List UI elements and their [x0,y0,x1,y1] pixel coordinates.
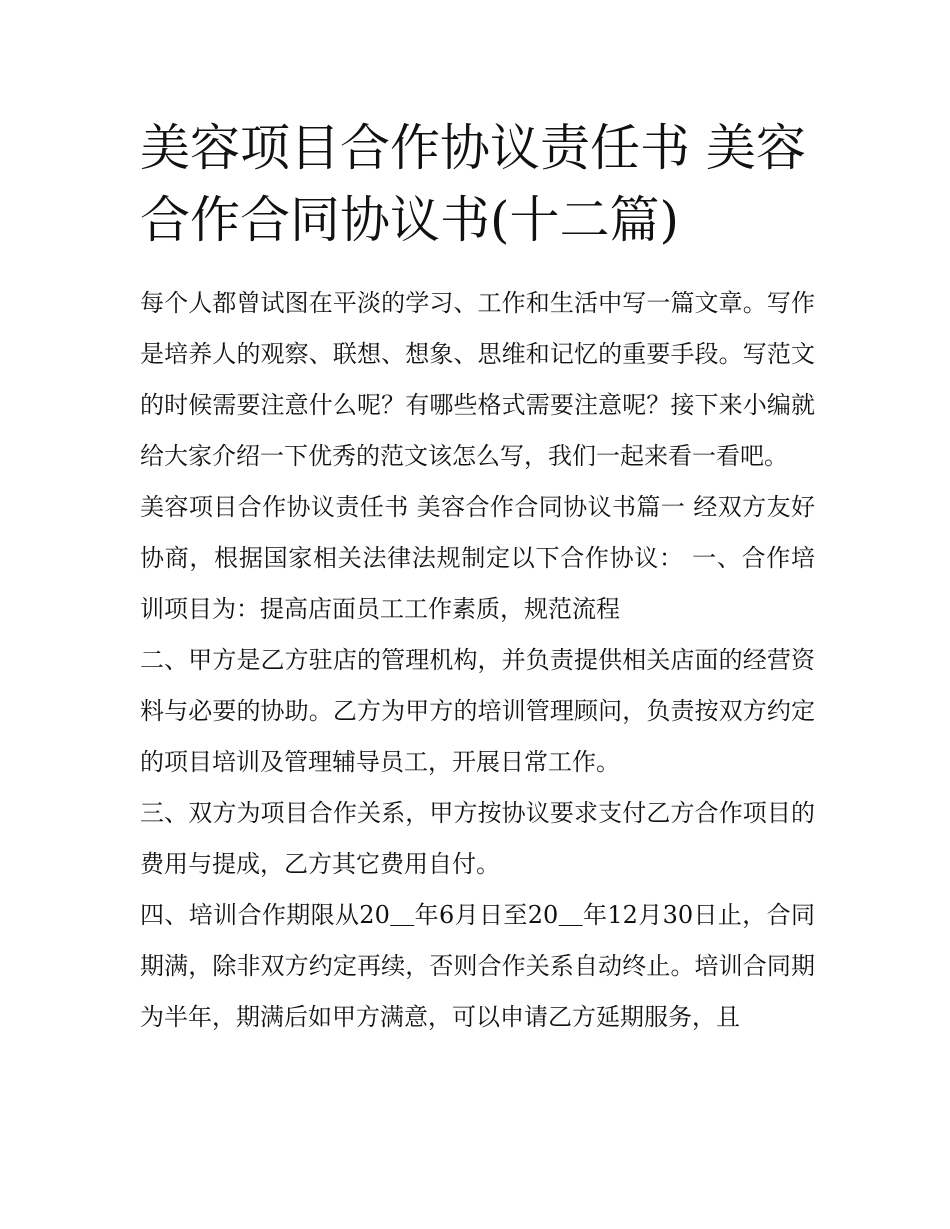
paragraph-article-4: 四、培训合作期限从20＿年6月日至20＿年12月30日止，合同期满，除非双方约定再续，否则合作关系自动终止。培训合同期为半年，期满后如甲方满意，可以申请乙方延期服务，且 [140,901,815,1031]
paragraph-article-1: 美容项目合作协议责任书 美容合作合同协议书篇一 经双方友好协商，根据国家相关法律法规制定以下合作协议： 一、合作培训项目为：提高店面员工工作素质，规范流程 [140,493,815,623]
document-body [140,112,815,1043]
document-title: 美容项目合作协议责任书 美容合作合同协议书(十二篇) [140,119,806,249]
paragraph-intro: 每个人都曾试图在平淡的学习、工作和生活中写一篇文章。写作是培养人的观察、联想、想象、思维和记忆的重要手段。写范文的时候需要注意什么呢？有哪些格式需要注意呢？接下来小编就给大家介绍一下优秀的范文该怎么写，我们一起来看一看吧。 [140,289,815,470]
paragraph-article-3: 三、双方为项目合作关系，甲方按协议要求支付乙方合作项目的费用与提成，乙方其它费用自付。 [140,799,815,878]
paragraph-article-2: 二、甲方是乙方驻店的管理机构，并负责提供相关店面的经营资料与必要的协助。乙方为甲方的培训管理顾问，负责按双方约定的项目培训及管理辅导员工，开展日常工作。 [140,646,815,776]
